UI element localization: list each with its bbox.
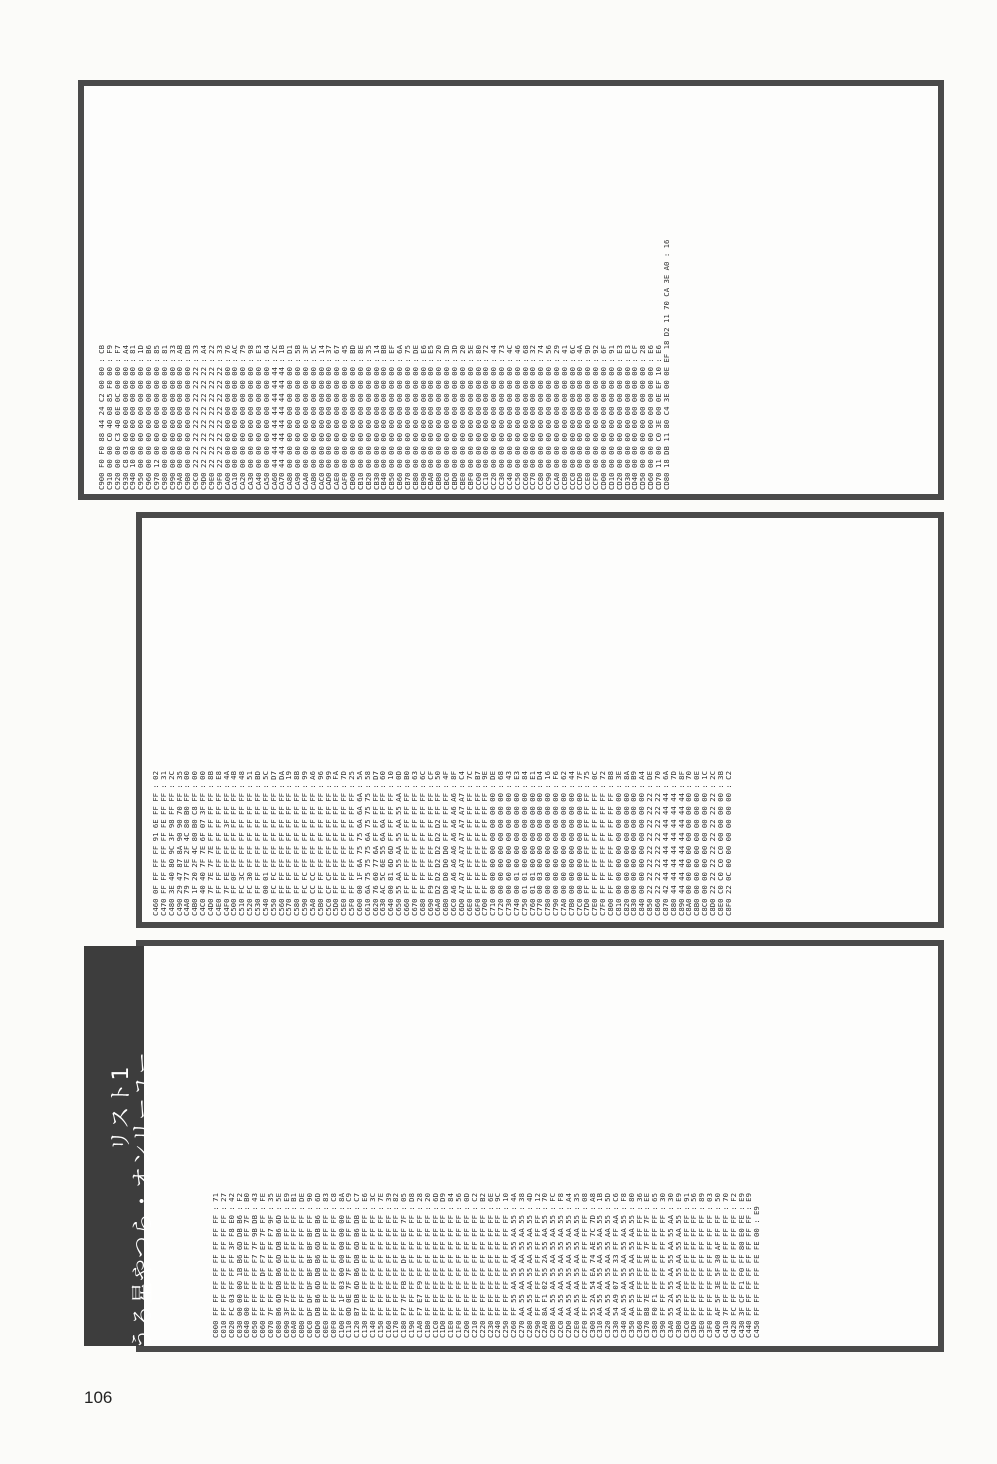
hex-dump-row: C010 FF FF FF FF FF FF FF FF : 27	[218, 1193, 228, 1338]
hex-dump-row: C4B0 1F 20 2F 4C 80 B0 C8 FF : 00	[190, 771, 200, 916]
hex-dump-row: CD40 00 00 00 00 00 00 00 00 : CF	[630, 345, 640, 490]
hex-dump-row: C570 FF FF FF FF FF FF FF FF : 19	[284, 771, 294, 916]
hex-dump-row: C0A0 FF FF FF FF FF FF FF FF : B1	[289, 1193, 299, 1338]
hex-dump-row: C420 FC FF FF FF FF FF FF FF : F2	[728, 1193, 738, 1338]
hex-dump-row: C750 01 01 00 00 00 00 00 00 : 84	[519, 771, 529, 916]
hex-dump-row: C5C0 CF CF FF FF FF FF FF FF : 99	[323, 771, 333, 916]
hex-dump-row: CBD0 00 00 00 00 00 00 00 00 : 3D	[449, 345, 459, 490]
hex-dump-row: C280 AA 55 AA 55 AA 55 AA 55 : 4D	[524, 1193, 534, 1338]
hex-dump-row: CCA0 00 00 00 00 00 00 00 00 : 29	[551, 345, 561, 490]
listing-label: リスト1	[109, 1064, 134, 1152]
hex-dump-row: C480 3E 40 80 9C 3F 98 FF FF : 2C	[166, 771, 176, 916]
hex-dump-row: C310 AA 55 AA 55 AA 55 AA 55 : 1B	[595, 1193, 605, 1338]
hex-dump-row: CCC0 00 00 00 00 00 00 00 00 : 6C	[567, 345, 577, 490]
hex-dump-row: C5D0 FF FF FF FF FF FF FF FF : FA	[331, 771, 341, 916]
hex-dump-row: C6D0 A7 A7 A7 A7 A7 A7 A7 A7 : C4	[456, 771, 466, 916]
hex-dump-row: C130 FF FF FF FF FF FF FF FF : E6	[360, 1193, 370, 1338]
hex-dump-row: C930 C8 03 00 00 00 00 00 00 : A4	[120, 345, 130, 490]
hex-dump-row: C960 00 00 00 00 00 00 00 00 : B6	[144, 345, 154, 490]
hex-dump-row: CA10 00 00 00 00 00 00 00 00 : AC	[230, 345, 240, 490]
hex-dump-row: C070 7F FF FF FF FF FF F7 9F : 35	[265, 1193, 275, 1338]
hex-dump-row: C7D0 FF FF FF FF FF FF FF FF : 75	[582, 771, 592, 916]
hex-dump-row: C140 FF FF FF FF FF FF FF FF : 3C	[367, 1193, 377, 1338]
hex-dump-row: C200 FF FF FF FF FF FF FF FF : 0D	[462, 1193, 471, 1338]
hex-dump-row: CA60 44 44 44 44 44 44 44 44 : 2C	[269, 345, 279, 490]
hex-dump-row: CCF0 00 00 00 00 00 00 00 00 : 92	[591, 345, 601, 490]
hex-dump-row: C400 AF 5F 3E 5F 30 AF FF FF : 50	[713, 1193, 722, 1338]
hex-dump-row: C910 00 00 C0 40 08 85 F0 00 : F9	[104, 345, 114, 490]
hex-dump-row: CC90 00 00 00 00 00 00 00 00 : 56	[544, 345, 554, 490]
hex-dump-listing-2	[152, 528, 732, 916]
hex-dump-row: C1B0 FF FF FF FF FF FF FF FF : 20	[422, 1193, 432, 1338]
hex-dump-row: CB20 00 00 00 00 00 00 00 00 : 35	[363, 345, 373, 490]
hex-dump-row: C6C0 A6 A6 A6 A6 A6 A6 A6 A6 : 8F	[449, 771, 459, 916]
hex-dump-row: C370 B8 7E FF FF 3E 7F FF 7F : EE	[642, 1193, 652, 1338]
hex-dump-row: C760 01 01 00 00 00 00 00 00 : E1	[527, 771, 537, 916]
hex-dump-row: C3D0 FF FF FF FF FF FF FF FF : 56	[689, 1193, 699, 1338]
hex-dump-row: C3F0 FF FF FF FF FF FF FF FF : 03	[705, 1193, 715, 1338]
hex-dump-row: C4F0 7F FE FF FF FF 3F FF FF : 4A	[221, 771, 231, 916]
hex-dump-row: CA80 00 00 00 00 00 00 00 00 : D1	[285, 345, 295, 490]
hex-dump-row: C210 FF FF FF FF FF FF FF FF : C2	[469, 1193, 479, 1338]
hex-dump-row: C5B0 FF FF FF FF FF FF FF FF : 96	[315, 771, 325, 916]
hex-dump-row: C290 FF FF FF FF FF FF FF FF : 12	[532, 1193, 542, 1338]
hex-dump-row: C510 FC 3C FF FF FF FF FF FF : 48	[237, 771, 247, 916]
hex-dump-row: C230 FF FF FF FF FF FF FF FF : 6E	[485, 1193, 495, 1338]
hex-dump-row: C5E0 FF FF FF FF FF FF FF FF : 7D	[339, 771, 349, 916]
hex-dump-row: C710 00 00 00 00 00 00 00 00 : DE	[488, 771, 498, 916]
hex-dump-row: C330 54 A9 07 FF 33 FF FF AA : C6	[611, 1193, 621, 1338]
hex-dump-row: C7F0 FF FF FF FF FF FF FF FF : 72	[598, 771, 608, 916]
hex-dump-row: C030 00 00 00 1B B6 6D DB B6 : F2	[234, 1193, 244, 1338]
hex-dump-row: CAB0 00 00 00 00 00 00 00 00 : 5C	[308, 345, 318, 490]
hex-dump-row: C410 7F FF FF FF FF FF FF FF : 70	[720, 1193, 730, 1338]
hex-dump-row: C4E0 FF FF FF FF FF FF FF FF : E8	[213, 771, 223, 916]
hex-dump-row: C8F0 22 0C 00 00 00 00 00 00 : C2	[723, 771, 733, 916]
hex-dump-row: CB00 00 00 00 00 00 00 00 00 : BD	[348, 345, 357, 490]
hex-dump-row: CAC0 00 00 00 00 00 00 00 00 : 14	[316, 345, 326, 490]
hex-dump-row: C590 FC FC FF FF FF FF FF FF : 99	[300, 771, 310, 916]
hex-dump-row: C250 FF FF FF FF FF FF FF FF : 10	[501, 1193, 511, 1338]
hex-dump-row: C850 22 22 22 22 22 22 22 22 : DE	[645, 771, 655, 916]
hex-dump-row: C0B0 FF FF FF FF FF FF FF FF : DE	[297, 1193, 307, 1338]
hex-dump-row: C160 FF FF FF FF FF FF FF FF : 39	[383, 1193, 393, 1338]
hex-dump-row: CAA0 00 00 00 00 00 00 00 00 : 3F	[300, 345, 310, 490]
hex-dump-row: C740 00 01 00 00 00 00 00 00 : E3	[511, 771, 521, 916]
hex-dump-row: C4C0 40 40 7F 7E 6F 07 3F FF : 00	[198, 771, 208, 916]
hex-dump-row: C680 FF FF FF FF FF FF FF FF : 6C	[417, 771, 427, 916]
hex-dump-row: C1C0 FF FF FF FF FF FF FF FF : 6D	[430, 1193, 440, 1338]
hex-dump-row: CA50 00 00 00 00 00 00 00 00 : 64	[261, 345, 271, 490]
hex-dump-row: C990 00 00 00 00 00 00 00 00 : 33	[167, 345, 177, 490]
hex-dump-listing-1	[212, 958, 761, 1338]
hex-dump-row: C500 FF 0F FF FF FF FF FF FF : 4B	[229, 771, 239, 916]
page-number: 106	[84, 1388, 113, 1407]
hex-dump-row: C380 F0 F1 FF FF FF FF FF FF : 65	[650, 1193, 660, 1338]
hex-dump-row: C840 00 00 00 00 00 00 00 00 : A4	[637, 771, 647, 916]
hex-dump-row: C190 FF FF FF FF FF FF FF FF : D8	[407, 1193, 417, 1338]
hex-dump-row: CCE0 00 00 00 00 00 00 00 00 : 9D	[583, 345, 593, 490]
hex-dump-row: C110 0D 0E 7F 7F FF FF FF FF : C9	[344, 1193, 354, 1338]
hex-dump-row: C8A0 00 00 00 00 00 00 00 00 : 70	[684, 771, 694, 916]
hex-dump-row: C9C0 22 22 22 22 22 22 22 22 : 33	[191, 345, 201, 490]
hex-dump-row: C6F0 FF FF FF FF FF FF FF FF : B7	[472, 771, 482, 916]
hex-dump-row: C8B0 00 00 00 00 00 00 00 00 : 0E	[692, 771, 702, 916]
hex-dump-row: C2D0 AA 55 AA 55 AA 55 AA 55 : A4	[563, 1193, 573, 1338]
hex-dump-row: C040 00 FF FF FF FF FF FF 7F : B0	[242, 1193, 252, 1338]
hex-dump-row: C880 44 44 44 44 44 44 44 44 : 7D	[668, 771, 678, 916]
hex-dump-row: C640 00 81 6D 6D FF FF FF FF : 10	[386, 771, 396, 916]
hex-dump-row: CA20 00 00 00 00 00 00 00 00 : 79	[238, 345, 248, 490]
hex-dump-row: CCD0 00 00 00 00 00 00 00 00 : 4A	[575, 345, 585, 490]
hex-dump-row: CA40 00 00 00 00 00 00 00 00 : E3	[253, 345, 263, 490]
hex-dump-row: C630 AC 5C 6E 55 6A 6A FF FF : 60	[378, 771, 388, 916]
program-title: うる星やつら・オンリーユー	[131, 1050, 156, 1350]
hex-dump-row: C9F0 22 22 22 22 22 22 22 22 : 33	[214, 345, 224, 490]
hex-dump-row: C2A0 8A F1 02 55 2A 55 AA 55 : 70	[540, 1193, 550, 1338]
hex-dump-row: C530 FF FF FF FF FF FF FF FF : BD	[252, 771, 262, 916]
hex-dump-row: C180 F7 7F FB FF DF FF EF 7F : 05	[399, 1193, 409, 1338]
hex-dump-row: C9B0 00 00 00 00 00 00 00 00 : DB	[183, 345, 193, 490]
hex-dump-row: C4D0 7F 7E 7F 7E FF FF FF FF : 8B	[205, 771, 215, 916]
hex-dump-row: C2E0 AA 55 AA 55 AA 55 AA 55 : 35	[571, 1193, 581, 1338]
hex-dump-row: CAE0 00 00 00 00 00 00 00 00 : 67	[332, 345, 342, 490]
hex-dump-row: CD00 00 00 00 00 00 00 00 00 : 6F	[599, 345, 608, 490]
hex-dump-row: C450 FF FF FF FF FE FE 00 : E9	[752, 1206, 762, 1338]
hex-dump-row: CB10 00 00 00 00 00 00 00 00 : 8E	[355, 345, 365, 490]
hex-dump-row: C520 FC 30 FF FF FF FF FF FF : 51	[245, 771, 255, 916]
hex-dump-row: C6E0 FF FF FF FF FF FF FF FF : 7C	[464, 771, 474, 916]
hex-dump-row: C1D0 FF FF FF FF FF FF FF FF : D9	[438, 1193, 448, 1338]
hex-dump-row: C5F0 FF FF FF FF FF FF FF FF : 25	[347, 771, 357, 916]
hex-dump-row: C820 00 00 00 00 00 00 00 00 : 8A	[621, 771, 631, 916]
hex-dump-row: C9D0 22 22 22 22 22 22 22 22 : A4	[198, 345, 208, 490]
hex-dump-row: C260 FF 55 AA 55 AA 55 AA 55 : 4A	[509, 1193, 519, 1338]
hex-dump-row: CD70 11 00 C0 3E 00 0E EF 10 : E6	[653, 345, 663, 490]
hex-dump-row: C350 AA 55 AA 55 AA 55 AA 55 : 80	[626, 1193, 636, 1338]
hex-dump-row: C360 FF FF FF FF FF FF FF FF : 36	[634, 1193, 644, 1338]
hex-dump-row: CCB0 00 00 00 00 00 00 00 00 : 41	[559, 345, 569, 490]
hex-dump-row: C780 00 00 00 00 00 00 00 00 : 16	[543, 771, 553, 916]
hex-dump-row: C2F0 FF FF FF FF FF FF FF FF : 08	[579, 1193, 589, 1338]
hex-dump-row: C6A0 D2 D2 D2 D2 D2 D2 FF FF : 50	[433, 771, 443, 916]
hex-dump-row: C650 55 AA 55 AA 55 AA 55 AA : 0D	[394, 771, 404, 916]
hex-dump-row: C6B0 D0 D0 D0 D0 FF FF FF FF : 4F	[441, 771, 451, 916]
hex-dump-row: C1A0 F7 E7 F9 FF FF FF FF FF : 28	[414, 1193, 424, 1338]
hex-dump-row: C610 6A 75 75 75 6A 75 75 75 : 58	[362, 771, 372, 916]
hex-dump-row: C440 FF FF FF FF FF FF FF FF : E9	[744, 1193, 754, 1338]
hex-dump-listing-3	[98, 98, 671, 490]
hex-dump-row: C7C0 00 00 00 00 00 00 00 00 : 7F	[574, 771, 584, 916]
hex-dump-row: CBA0 00 00 00 00 00 00 00 00 : E5	[426, 345, 436, 490]
hex-dump-row: C060 FF FF FF DF F7 EF 7F FF : FE	[258, 1193, 268, 1338]
hex-dump-row: C730 00 60 00 00 00 00 00 00 : 43	[503, 771, 513, 916]
hex-dump-row: CC00 00 00 00 00 00 00 00 00 : 80	[473, 345, 483, 490]
hex-dump-row: C5A0 CC CC FF FF FF FF FF FF : A6	[307, 771, 317, 916]
hex-dump-row: CAD0 00 00 00 00 00 00 00 00 : 37	[324, 345, 334, 490]
hex-dump-row: C0D0 DB B6 6D DB B6 6D DB B6 : 6D	[312, 1193, 322, 1338]
hex-dump-row: C8D0 22 22 22 22 22 22 22 22 : 2C	[707, 771, 717, 916]
hex-dump-row: CD60 00 00 00 00 00 00 00 00 : E6	[646, 345, 656, 490]
hex-dump-row: C1F0 FF FF FF FF FF FF FF FF : 56	[454, 1193, 464, 1338]
hex-dump-panel-2	[136, 512, 944, 928]
hex-dump-row: CC20 00 00 00 00 00 00 00 00 : 44	[489, 345, 499, 490]
hex-dump-row: CD50 00 00 00 00 00 00 00 00 : 28	[638, 345, 648, 490]
hex-dump-row: C7E0 FF FF FF FF FF FF FF FF : 0C	[590, 771, 600, 916]
hex-dump-row: C950 00 00 00 00 00 00 00 00 : 1D	[136, 345, 146, 490]
hex-dump-row: C8C0 00 00 00 00 00 00 00 00 : 1C	[700, 771, 710, 916]
hex-dump-row: C890 44 44 44 44 44 44 44 44 : 8F	[676, 771, 686, 916]
hex-dump-row: C600 00 1F 6A 75 75 6A 6A 6A : 5A	[354, 771, 364, 916]
hex-dump-row: CD80 18 DB 11 80 C4 3E 00 0E EF 18 D2 11 70 CA 3E A0 : 16	[661, 239, 671, 490]
hex-dump-row: C580 FF FF FF FF FF FF FF FF : 8B	[292, 771, 302, 916]
hex-dump-row: C050 FF FF FF FF F7 7F 9B DB : 43	[250, 1193, 260, 1338]
hex-dump-row: CA90 00 00 00 00 00 00 00 00 : 5B	[293, 345, 303, 490]
hex-dump-row: C690 F9 FF FF FF FF FF FF FF : CF	[425, 771, 435, 916]
hex-dump-row: C2B0 AA 55 AA 55 AA 55 AA 55 : FC	[548, 1193, 558, 1338]
hex-dump-row: CC80 00 00 00 00 00 00 00 00 : 74	[536, 345, 546, 490]
hex-dump-row: CD30 00 00 00 00 00 00 00 00 : E3	[622, 345, 632, 490]
hex-dump-row: C7A0 00 00 00 00 00 00 00 00 : 62	[558, 771, 568, 916]
hex-dump-row: C000 FF FF FF FF FF FF FF FF : 71	[211, 1193, 220, 1338]
hex-dump-row: CBC0 00 00 00 00 00 00 00 00 : 3D	[442, 345, 452, 490]
hex-dump-row: C390 FF FF FF FF FF FF FF FF : 30	[658, 1193, 668, 1338]
hex-dump-row: C170 FF FF FF FF FF FF FF FF : 82	[391, 1193, 401, 1338]
hex-dump-row: C220 FF FF FF FF FF FF FF FF : B2	[477, 1193, 487, 1338]
hex-dump-row: C9E0 22 22 22 22 22 22 22 22 : 22	[206, 345, 216, 490]
hex-dump-row: C870 42 44 44 44 44 44 44 44 : 6A	[660, 771, 670, 916]
hex-dump-row: C0C0 DF DF DF BF BF BF BF FF : 90	[305, 1193, 315, 1338]
hex-dump-row: CB40 00 00 00 00 00 00 00 00 : BB	[379, 345, 389, 490]
hex-dump-row: CA70 44 44 44 44 44 44 44 44 : 1B	[277, 345, 287, 490]
hex-dump-panel-3	[78, 80, 944, 500]
hex-dump-row: CB70 00 00 00 00 00 00 00 00 : 75	[402, 345, 412, 490]
hex-dump-row: CC40 00 00 00 00 00 00 00 00 : 4C	[504, 345, 514, 490]
hex-dump-row: CBB0 00 00 00 00 00 00 00 00 : 20	[434, 345, 444, 490]
hex-dump-row: C620 76 60 77 6A FF FF FF FF : D7	[370, 771, 380, 916]
hex-dump-row: CC70 00 00 00 00 00 00 00 00 : 32	[528, 345, 538, 490]
hex-dump-row: C300 55 2A 54 EA 74 AE 7C 7D : A8	[587, 1193, 597, 1338]
hex-dump-row: CB60 00 00 00 00 00 00 00 00 : 6A	[395, 345, 405, 490]
hex-dump-row: C900 F0 F0 88 44 24 C2 00 00 : CB	[97, 345, 106, 490]
hex-dump-row: C830 00 00 00 00 00 00 00 00 : B9	[629, 771, 639, 916]
hex-dump-row: CC50 00 00 00 00 00 00 00 00 : 46	[512, 345, 522, 490]
hex-dump-row: C120 B7 DB 6D B6 DB 6D B6 DB : C7	[352, 1193, 362, 1338]
hex-dump-row: C4A0 79 77 FE 2F 4C 80 B0 FF : 00	[182, 771, 192, 916]
hex-dump-row: C270 AA 55 AA 55 AA 55 AA 55 : 38	[516, 1193, 526, 1338]
hex-dump-row: C080 B6 6D DB B6 6D DB B6 6D : 5E	[273, 1193, 283, 1338]
hex-dump-row: C700 FF FF FF FF FF FF FF FF : 9E	[480, 771, 490, 916]
hex-dump-row: CAF0 00 00 00 00 00 00 00 00 : 45	[340, 345, 350, 490]
hex-dump-row: C720 00 00 00 00 00 00 00 00 : 68	[496, 771, 506, 916]
hex-dump-row: C0F0 FF FF FF FF FF FF FF FF : C8	[328, 1193, 338, 1338]
hex-dump-row: C100 FF 1F 03 00 00 00 00 00 : 8A	[336, 1193, 346, 1338]
hex-dump-row: CA00 00 00 00 00 00 00 00 00 : 76	[222, 345, 232, 490]
hex-dump-row: C860 22 22 22 22 22 22 22 22 : 70	[653, 771, 662, 916]
hex-dump-row: C3A0 55 2A 55 AA 55 AA 55 AA : 30	[665, 1193, 675, 1338]
hex-dump-row: C790 00 00 00 00 00 00 00 00 : F6	[551, 771, 561, 916]
hex-dump-row: CB30 00 00 00 00 00 00 00 00 : 14	[371, 345, 381, 490]
hex-dump-row: CC60 00 00 00 00 00 00 00 00 : 68	[520, 345, 530, 490]
hex-dump-row: C3E0 FF FF FF FF FF FF FF FF : 89	[697, 1193, 707, 1338]
hex-dump-row: C770 00 03 00 00 00 00 00 00 : D4	[535, 771, 545, 916]
hex-dump-row: CBF0 00 00 00 00 00 00 00 00 : 5E	[465, 345, 475, 490]
hex-dump-row: CB50 00 00 00 00 00 00 00 00 : EF	[387, 345, 397, 490]
hex-dump-row: CA30 00 00 00 00 00 00 00 00 : 98	[246, 345, 256, 490]
hex-dump-row: C800 FF FF FF FF FF FF FF FF : B8	[605, 771, 615, 916]
hex-dump-row: C490 29 47 87 8A 90 90 70 FF : 35	[174, 771, 184, 916]
hex-dump-row: C970 12 00 00 00 00 00 00 00 : 85	[151, 345, 161, 490]
hex-dump-row: CC10 00 00 00 00 00 00 00 00 : 72	[481, 345, 491, 490]
hex-dump-row: CB90 00 00 00 00 00 00 00 00 : E6	[418, 345, 428, 490]
hex-dump-row: C020 FC 03 FF FF FF 3F F8 E0 : 42	[226, 1193, 236, 1338]
hex-dump-row: C980 00 00 00 00 00 00 00 00 : 81	[159, 345, 169, 490]
hex-dump-row: C670 FF FF FF FF FF FF FF FF : 63	[409, 771, 419, 916]
hex-dump-row: C810 00 00 00 00 00 00 00 00 : 3E	[613, 771, 623, 916]
hex-dump-row: C0E0 FF FF FF FF FF FF FF FF : 83	[320, 1193, 330, 1338]
hex-dump-row: C3C0 FF FF FF FF FF FF FF FF : 91	[681, 1193, 691, 1338]
hex-dump-row: C470 FF FF FF FF FF FE FF FF : 31	[158, 771, 168, 916]
hex-dump-row: CC30 00 00 00 00 00 00 00 00 : 73	[497, 345, 507, 490]
hex-dump-row: C560 FF FF FF FF FF FF FF FF : DA	[276, 771, 286, 916]
hex-dump-row: C1E0 FF FF FF FF FF FF FF FF : 84	[446, 1193, 456, 1338]
hex-dump-row: CD20 00 00 00 00 00 00 00 00 : E3	[614, 345, 624, 490]
hex-dump-row: C7B0 00 00 00 00 00 00 00 00 : 44	[566, 771, 576, 916]
hex-dump-row: C940 10 00 00 00 00 00 00 00 : 81	[128, 345, 138, 490]
hex-dump-row: CD10 00 00 00 00 00 00 00 00 : 91	[606, 345, 616, 490]
hex-dump-row: C2C0 AA 55 AA 55 AA 55 AA 55 : F8	[556, 1193, 566, 1338]
hex-dump-row: C9A0 00 00 00 00 00 00 00 00 : AB	[175, 345, 185, 490]
hex-dump-row: C240 FF FF FF FF FF FF FF FF : 9C	[493, 1193, 503, 1338]
hex-dump-row: C660 FF FF FF FF FF FF FF FF : B0	[402, 771, 411, 916]
hex-dump-row: C460 0F FF FF FF 91 6E FF FF : 02	[151, 771, 160, 916]
hex-dump-row: C340 AA 55 AA 55 AA 55 AA 55 : F8	[618, 1193, 628, 1338]
hex-dump-row: C430 3F CF F1 F0 FF 80 E0 FE : E9	[736, 1193, 746, 1338]
hex-dump-row: C320 AA 55 AA 55 AA 55 AA 55 : 5D	[603, 1193, 613, 1338]
hex-dump-row: C920 00 00 C3 40 0E 0C 00 00 : F7	[112, 345, 122, 490]
hex-dump-row: C8E0 C0 C0 C0 C0 00 00 00 00 : 3B	[715, 771, 725, 916]
hex-dump-row: C540 00 01 FF FF FF FF FF FF : 5C	[260, 771, 270, 916]
hex-dump-panel-1	[136, 940, 944, 1352]
hex-dump-row: C550 FC FC FF FF FF FF FF FF : D7	[268, 771, 278, 916]
hex-dump-row: C150 FF FF FF FF FF FF FF FF : 7E	[375, 1193, 385, 1338]
hex-dump-row: CB80 00 00 00 00 00 00 00 00 : DE	[410, 345, 420, 490]
hex-dump-row: C3B0 AA 55 AA 55 AA 55 AA 55 : E9	[673, 1193, 683, 1338]
hex-dump-row: CBE0 00 00 00 00 00 00 00 00 : 20	[457, 345, 467, 490]
hex-dump-row: C090 3F 7F FF FF FF FF FF FF : E9	[281, 1193, 291, 1338]
